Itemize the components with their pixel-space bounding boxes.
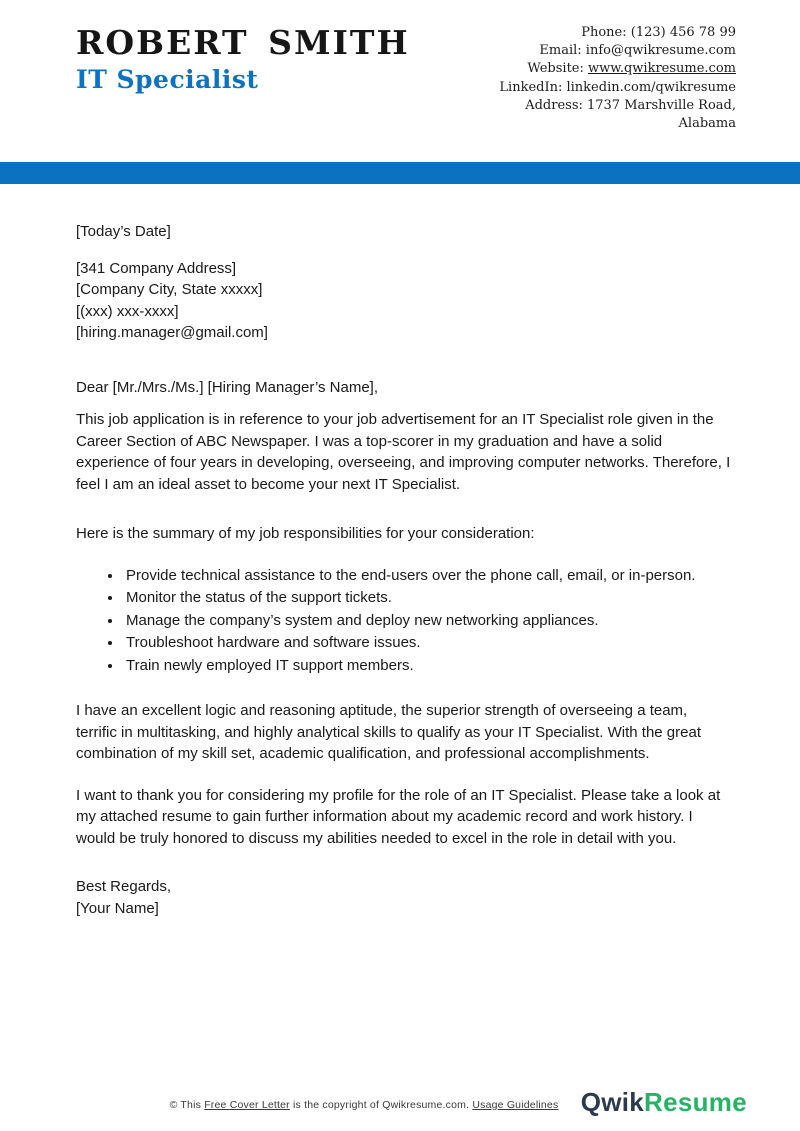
header (0, 0, 800, 162)
list-item: • Train newly employed IT support members. (123, 655, 732, 677)
list-item: • Provide technical assistance to the end-users over the phone call, email, or in-person. (123, 565, 732, 587)
contact-website (499, 60, 736, 78)
list-item: • Manage the company’s system and deploy new networking appliances. (123, 610, 732, 632)
recipient-address-line: [(xxx) xxx-xxxx] (76, 302, 179, 320)
identity-block (76, 22, 410, 94)
list-item: • Monitor the status of the support tickets. (123, 587, 732, 609)
recipient-address-line: [Company City, State xxxxx] (76, 281, 263, 298)
salutation: Dear [Mr./Mrs./Ms.] [Hiring Manager’s Name], (76, 378, 379, 396)
contact-address-line1: Address: 1737 Marshville Road, (525, 97, 736, 113)
usage-guidelines-link[interactable]: Usage Guidelines (472, 1099, 559, 1111)
paragraph-responsibilities-intro: Here is the summary of my job responsibilities for your consideration: (76, 525, 535, 542)
candidate-name: ROBERT SMITH (76, 23, 410, 62)
recipient-address-block (76, 258, 732, 344)
accent-divider-bar (0, 162, 800, 184)
letter-body (0, 221, 800, 919)
list-item: • Troubleshoot hardware and software issues. (123, 632, 732, 654)
copyright-prefix: © This (169, 1099, 205, 1111)
logo-resume-text: Resume (644, 1087, 747, 1117)
paragraph-introduction: This job application is in reference to your job advertisement for an IT Specialist role given in the Career Section of ABC Newspaper. I was a top-scorer in my graduation and have a solid experience of four years in developing, overseeing, and improving computer networks. Therefore, I feel I am an ideal asset to become your next IT Specialist. (76, 411, 731, 493)
paragraph-qualifications: I have an excellent logic and reasoning aptitude, the superior strength of overseeing a team, terrific in multitasking, and highly analytical skills to qualify as your IT Specialist. With the great combination of my skill set, academic qualification, and professional accomplishments. (76, 702, 701, 762)
paragraph-thank-you: I want to thank you for considering my profile for the role of an IT Specialist. Please take a look at my attached resume to gain further information about my academic record and work history. I would be truly honored to discuss my abilities needed to excel in the role in detail with you. (76, 786, 721, 847)
qwikresume-logo[interactable] (581, 1087, 747, 1118)
contact-address-line2: Alabama (678, 116, 736, 132)
date-placeholder: [Today’s Date] (76, 223, 171, 240)
responsibilities-list (76, 565, 732, 677)
free-cover-letter-link[interactable]: Free Cover Letter (204, 1099, 290, 1111)
contact-website-link[interactable]: www.qwikresume.com (588, 61, 736, 77)
candidate-job-title: IT Specialist (76, 64, 259, 94)
recipient-address-line: [hiring.manager@gmail.com] (76, 324, 268, 341)
contact-phone: Phone: (123) 456 78 99 (581, 25, 736, 40)
closing-salutation: Best Regards, (76, 878, 172, 895)
contact-linkedin: LinkedIn: linkedin.com/qwikresume (499, 79, 736, 95)
logo-qwik-text: Qwik (580, 1087, 645, 1117)
signature-placeholder: [Your Name] (76, 899, 159, 917)
recipient-address-line: [341 Company Address] (76, 259, 237, 277)
contact-website-label: Website: (527, 61, 588, 77)
closing-block (76, 876, 732, 919)
copyright-middle: is the copyright of Qwikresume.com. (289, 1099, 473, 1111)
contact-info (499, 22, 736, 133)
contact-email: Email: info@qwikresume.com (539, 43, 736, 59)
